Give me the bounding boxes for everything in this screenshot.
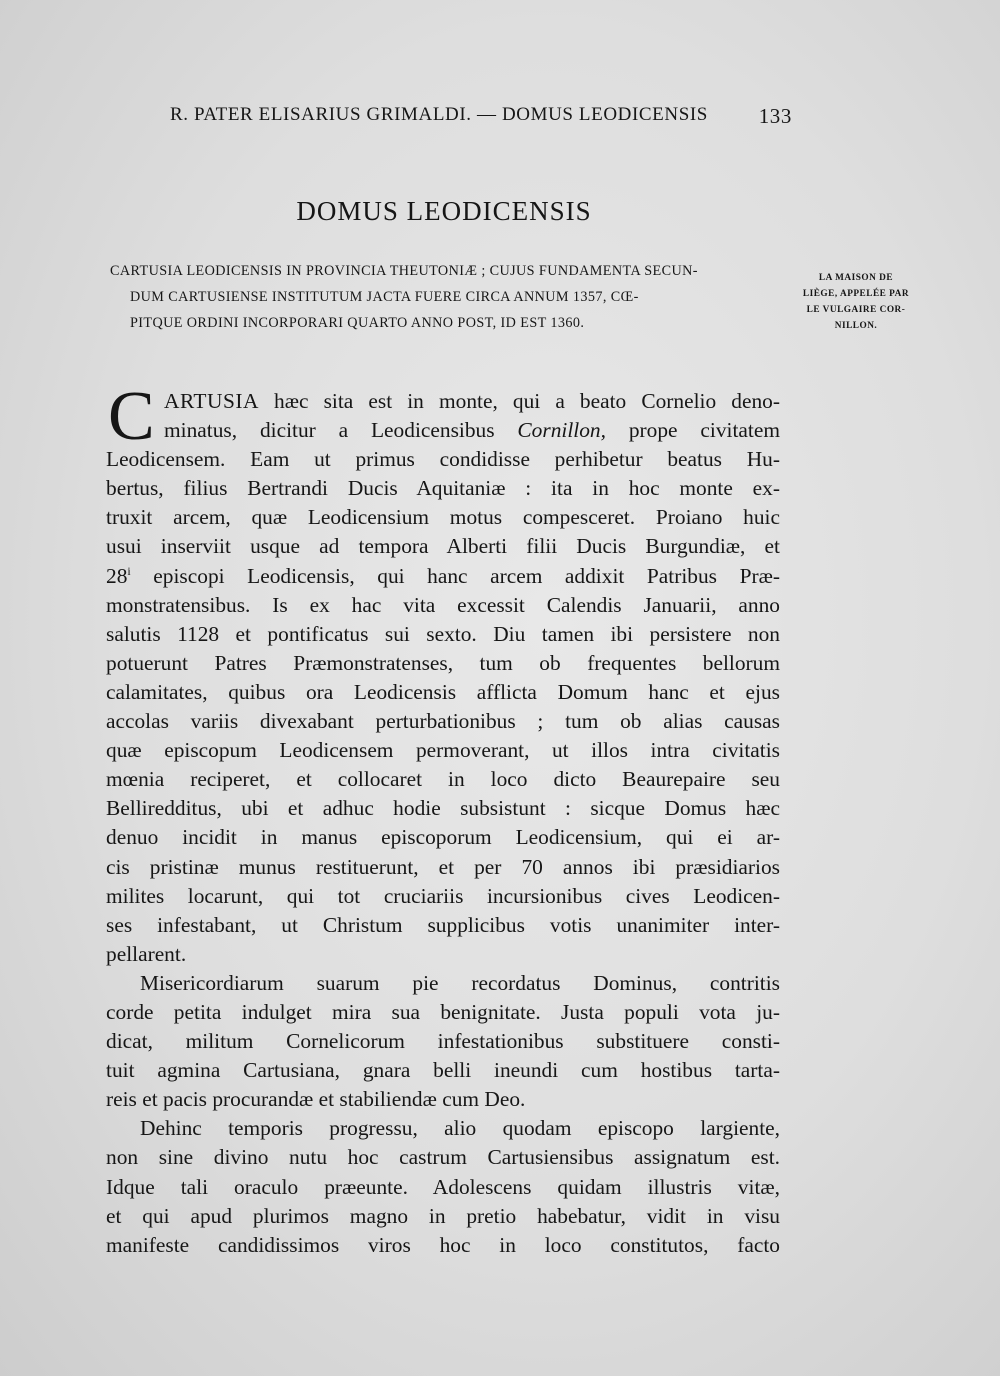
summary-line: DUM CARTUSIENSE INSTITUTUM JACTA FUERE CIRCA ANNUM 1357, CŒ- xyxy=(130,289,639,305)
text-line: et qui apud plurimos magno in pretio habebatur, vidit in visu xyxy=(106,1203,780,1228)
text-line: pellarent. xyxy=(106,941,187,966)
text-line: Idque tali oraculo præeunte. Adolescens quidam illustris vitæ, xyxy=(106,1174,780,1199)
text-fragment: episcopi Leodicensis, qui hanc arcem addixit Patribus Præ- xyxy=(130,563,780,588)
text-line: manifeste candidissimos viros hoc in loco constitutos, facto xyxy=(106,1232,780,1257)
text-line: monstratensibus. Is ex hac vita excessit Calendis Januarii, anno xyxy=(106,592,780,617)
summary-line: PITQUE ORDINI INCORPORARI QUARTO ANNO POST, ID EST 1360. xyxy=(130,315,585,331)
margin-note-line: LE VULGAIRE COR- xyxy=(806,305,906,315)
text-line: Misericordiarum suarum pie recordatus Dominus, contritis xyxy=(140,970,780,995)
chapter-summary xyxy=(110,258,780,336)
margin-note-line: NILLON. xyxy=(834,321,878,331)
text-line: bertus, filius Bertrandi Ducis Aquitaniæ : ita in hoc monte ex- xyxy=(106,476,780,501)
body-text xyxy=(106,378,780,1260)
text-line: quæ episcopum Leodicensem permoverant, ut illos intra civitatis xyxy=(106,738,780,763)
text-line: accolas variis divexabant perturbationibus ; tum ob alias causas xyxy=(106,709,780,734)
small-caps-word: ARTUSIA xyxy=(164,389,259,413)
text-line: denuo incidit in manus episcoporum Leodicensium, qui ei ar- xyxy=(106,825,780,850)
drop-cap: C xyxy=(108,378,155,455)
text-line: usui inserviit usque ad tempora Alberti filii Ducis Burgundiæ, et xyxy=(106,534,780,559)
text-line xyxy=(106,416,780,445)
text-line: mœnia reciperet, et collocaret in loco dicto Beaurepaire seu xyxy=(106,767,780,792)
text-fragment: hæc sita est in monte, qui a beato Cornelio deno- xyxy=(258,389,780,413)
text-line: Dehinc temporis progressu, alio quodam episcopo largiente, xyxy=(140,1116,780,1141)
margin-note-line: LA MAISON DE xyxy=(818,273,894,283)
text-line: potuerunt Patres Præmonstratenses, tum ob frequentes bellorum xyxy=(106,650,780,675)
text-line: dicat, militum Cornelicorum infestationibus substituere consti- xyxy=(106,1029,780,1054)
text-line: cis pristinæ munus restituerunt, et per 70 annos ibi præsidiarios xyxy=(106,854,780,879)
running-header xyxy=(160,104,792,134)
running-title: R. PATER ELISARIUS GRIMALDI. — DOMUS LEODICENSIS xyxy=(170,104,708,125)
margin-note-line: LIÈGE, APPELÉE PAR xyxy=(802,289,910,299)
page-number: 133 xyxy=(758,104,792,128)
text-line: corde petita indulget mira sua benignitate. Justa populi vota ju- xyxy=(106,999,780,1024)
text-line: truxit arcem, quæ Leodicensium motus compesceret. Proiano huic xyxy=(106,505,780,530)
text-line: reis et pacis procurandæ et stabiliendæ cum Deo. xyxy=(106,1087,526,1112)
text-fragment: 28 xyxy=(106,563,128,588)
text-line: Leodicensem. Eam ut primus condidisse perhibetur beatus Hu- xyxy=(106,447,780,472)
superscript-mark: i xyxy=(127,563,131,578)
italic-word: Cornillon, xyxy=(517,418,606,443)
text-line: calamitates, quibus ora Leodicensis afflicta Domum hanc et ejus xyxy=(106,679,780,704)
text-line: milites locarunt, qui tot cruciariis incursionibus cives Leodicen- xyxy=(106,883,780,908)
text-fragment: prope civitatem xyxy=(605,418,780,443)
text-line: salutis 1128 et pontificatus sui sexto. Diu tamen ibi persistere non xyxy=(106,621,780,646)
text-line: tuit agmina Cartusiana, gnara belli ineundi cum hostibus tarta- xyxy=(106,1058,780,1083)
text-fragment: minatus, dicitur a Leodicensibus xyxy=(164,418,518,443)
text-line xyxy=(106,562,780,591)
margin-note xyxy=(790,270,922,334)
text-line: Belliredditus, ubi et adhuc hodie subsistunt : sicque Domus hæc xyxy=(106,796,780,821)
text-line: non sine divino nutu hoc castrum Cartusiensibus assignatum est. xyxy=(106,1145,780,1170)
text-line: ses infestabant, ut Christum supplicibus votis unanimiter inter- xyxy=(106,912,780,937)
chapter-title: DOMUS LEODICENSIS xyxy=(296,196,592,226)
summary-line: CARTUSIA LEODICENSIS IN PROVINCIA THEUTONIÆ ; CUJUS FUNDAMENTA SECUN- xyxy=(110,263,698,279)
